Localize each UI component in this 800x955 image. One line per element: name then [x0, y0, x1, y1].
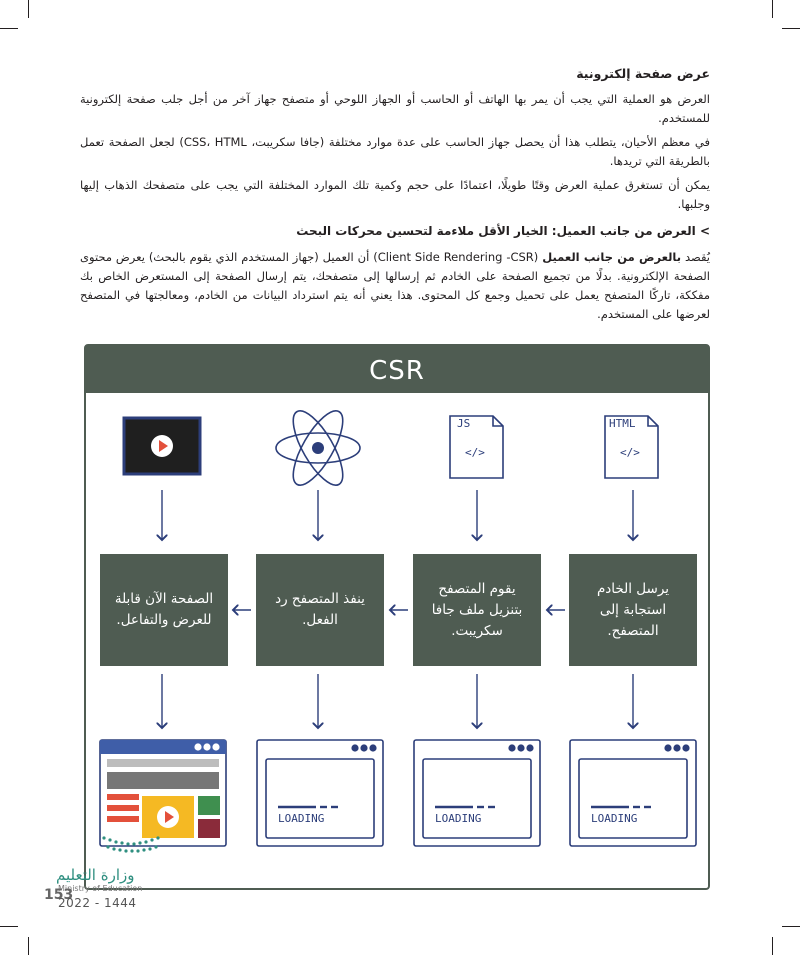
code-glyph: </> — [620, 446, 640, 459]
crop-mark — [28, 0, 29, 18]
crop-mark — [782, 28, 800, 29]
paragraph: في معظم الأحيان، يتطلب هذا أن يحصل جهاز الحاسب على عدة موارد مختلفة (جافا سكريبت، CSS، HTML) لجعل الصفحة تعمل بالطريقة التي تريدها. — [80, 135, 710, 168]
ministry-name-arabic: وزارة التعليم — [56, 866, 135, 884]
loading-label: LOADING — [591, 812, 638, 825]
paragraph: يمكن أن تستغرق عملية العرض وقتًا طويلًا، اعتمادًا على حجم وكمية تلك الموارد المختلفة التي يجب على متصفحك الذهاب إليها وجلبها. — [80, 178, 710, 211]
paragraph: العرض هو العملية التي يجب أن يمر بها الهاتف أو الحاسب أو الجهاز اللوحي أو متصفح جهاز آخر من أجل جلب صفحة إلكترونية للمستخدم. — [80, 92, 710, 125]
step-download-js: يقوم المتصفح بتنزيل ملف جافا سكريبت. — [413, 554, 541, 666]
section-heading: عرض صفحة إلكترونية — [576, 66, 710, 81]
subsection-heading: > العرض من جانب العميل: الخيار الأقل ملاءمة لتحسين محركات البحث — [296, 224, 710, 238]
loading-browser-window — [414, 740, 540, 846]
video-player-icon — [124, 418, 200, 474]
crop-mark — [0, 926, 18, 927]
crop-mark — [28, 937, 29, 955]
crop-mark — [782, 926, 800, 927]
code-glyph: </> — [465, 446, 485, 459]
html-file-icon — [605, 416, 658, 478]
crop-mark — [772, 0, 773, 18]
para-bold-term: بالعرض من جانب العميل — [542, 250, 682, 264]
step-execute-react: ينفذ المتصفح رد الفعل. — [256, 554, 384, 666]
crop-mark — [0, 28, 18, 29]
html-file-label: HTML — [609, 417, 636, 430]
csr-diagram — [84, 344, 710, 890]
ministry-logo-mark — [100, 834, 170, 860]
js-file-icon — [450, 416, 503, 478]
loading-browser-window — [257, 740, 383, 846]
loading-browser-window — [570, 740, 696, 846]
ministry-name-english: Ministry of Education — [58, 884, 143, 893]
edition-year: 2022 - 1444 — [58, 896, 137, 910]
paragraph — [80, 248, 710, 324]
diagram-title: CSR — [86, 346, 708, 393]
crop-mark — [772, 937, 773, 955]
loading-label: LOADING — [278, 812, 325, 825]
loaded-webpage-illustration — [100, 740, 226, 846]
react-icon — [276, 404, 360, 492]
para-lead: يُقصد — [684, 250, 710, 264]
para-rest: (Client Side Rendering -CSR) أن العميل (جهاز المستخدم الذي يقوم بالبحث) يعرض محتوى الصفحة الإلكترونية. بدلًا من تجميع الصفحة على الخادم ثم إرسالها إلى متصفحك، يتم إرسال الصفحة إلى المستعرض الخاص بك مفككة، تاركًا المتصفح يعمل على تحميل وجمع كل المحتوى. هذا يعني أنه يتم استرداد البيانات من الخادم، ومعالجتها في المتصفح لعرضها على المستخدم. — [80, 250, 710, 321]
step-server-response: يرسل الخادم استجابة إلى المتصفح. — [569, 554, 697, 666]
page-number: 153 — [44, 887, 74, 903]
js-file-label: JS — [457, 417, 471, 430]
step-page-interactive: الصفحة الآن قابلة للعرض والتفاعل. — [100, 554, 228, 666]
loading-label: LOADING — [435, 812, 482, 825]
